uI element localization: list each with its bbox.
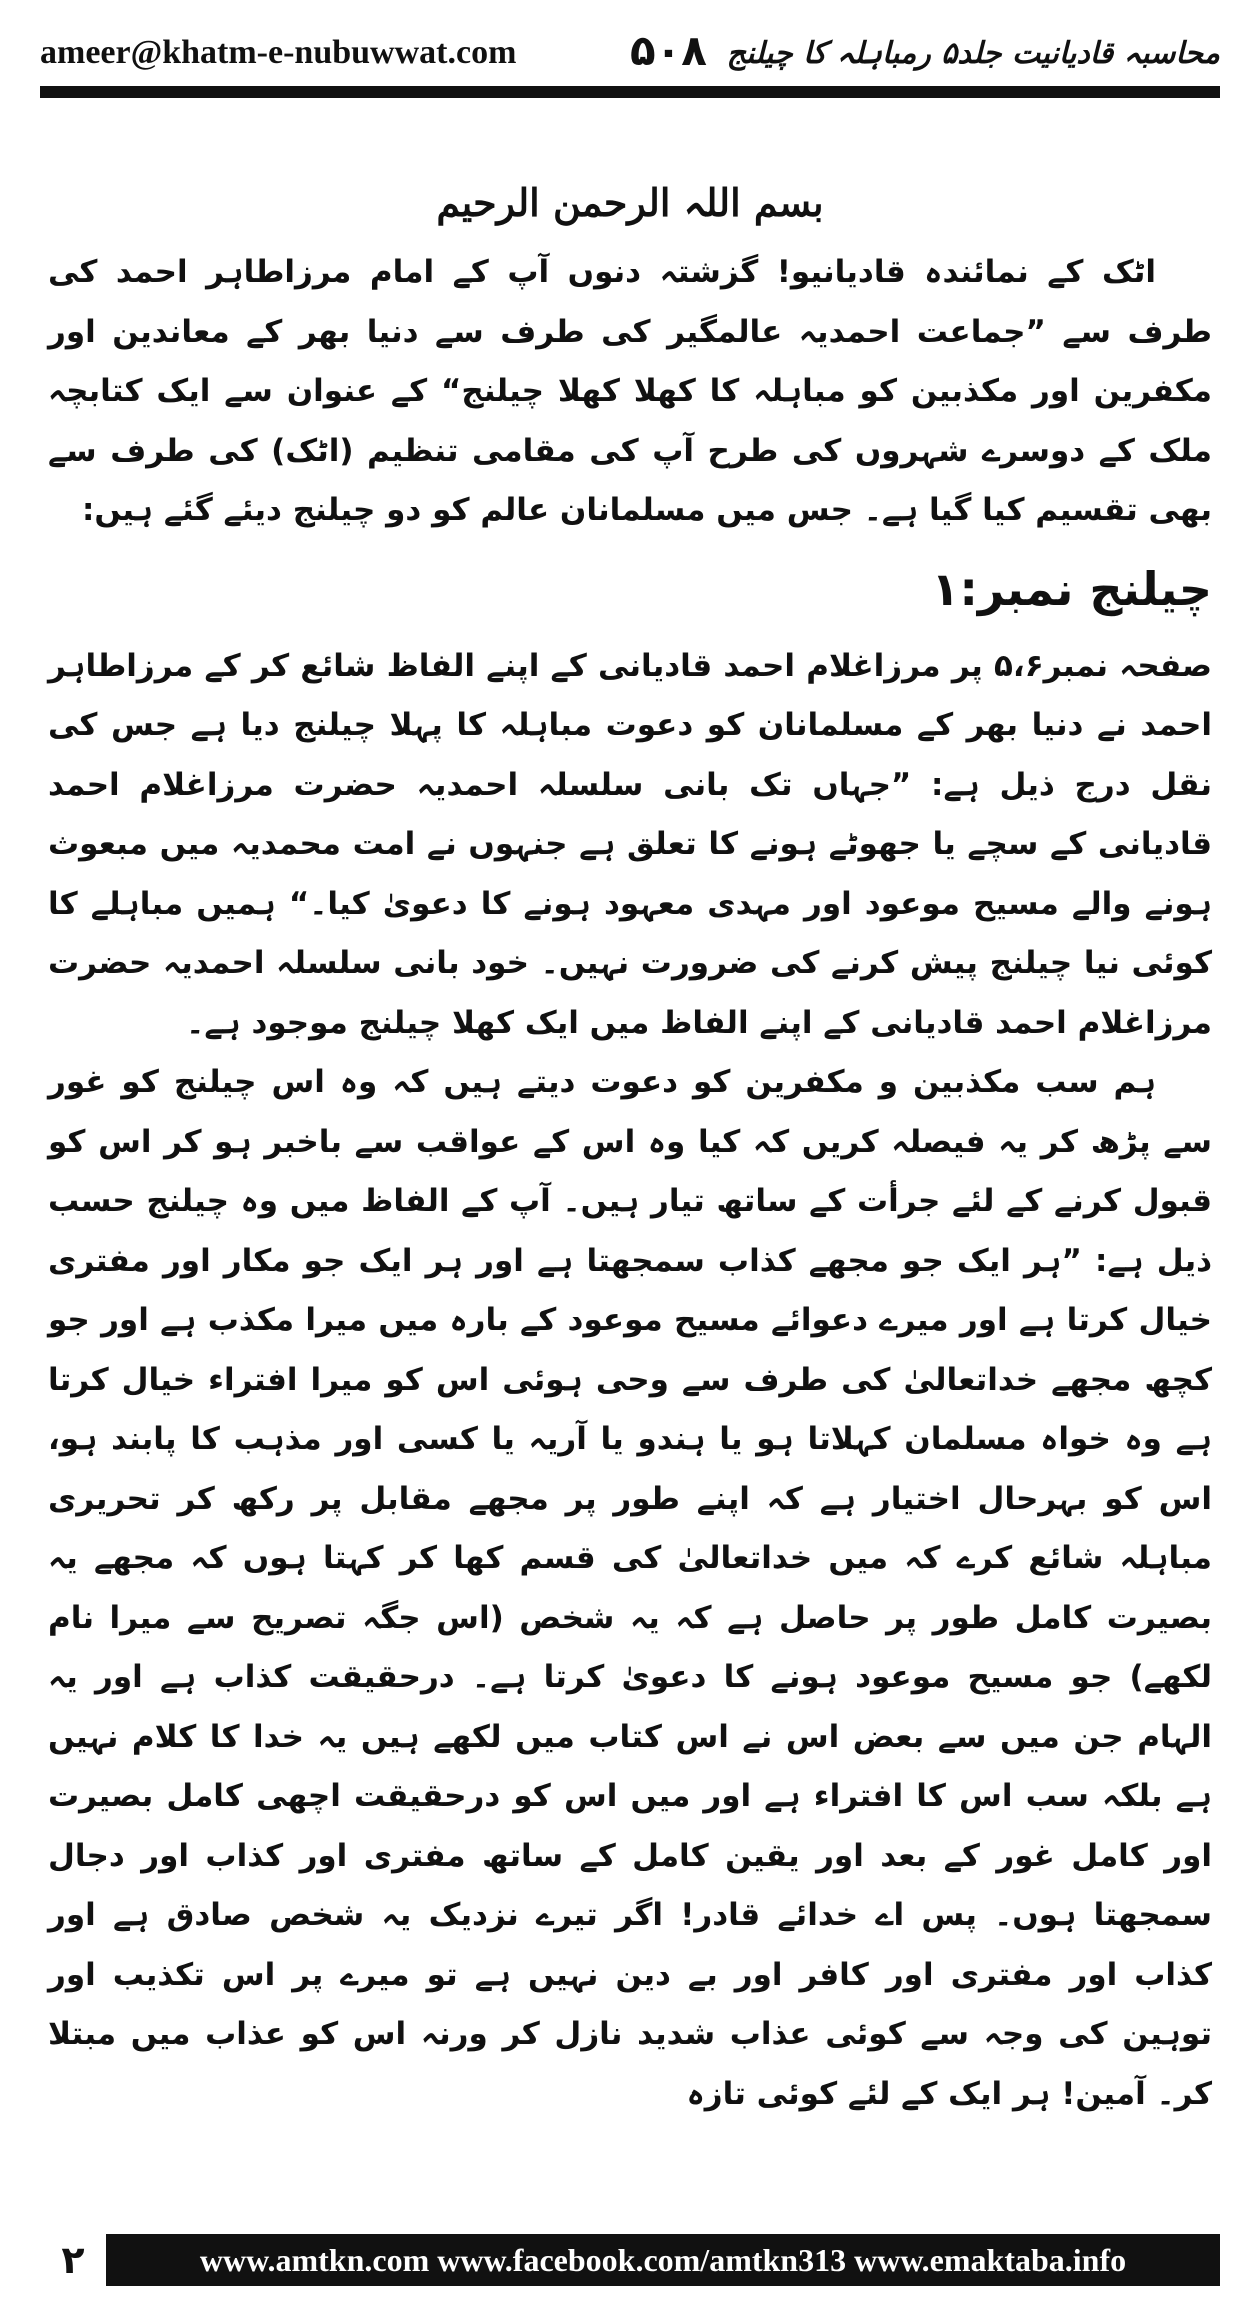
- header-rule: [40, 86, 1220, 98]
- footer-links: www.amtkn.com www.facebook.com/amtkn313 www.emaktaba.info: [199, 2241, 1127, 2278]
- footer-page-number: ۲: [40, 2234, 106, 2286]
- paragraph-quote: ہم سب مکذبین و مکفرین کو دعوت دیتے ہیں کہ وہ اس چیلنج کو غور سے پڑھ کر یہ فیصلہ کریں کہ کیا وہ اس کے عواقب سے باخبر ہو کر اس کو قبول کرنے کے لئے جرأت کے ساتھ تیار ہیں۔ آپ کے الفاظ میں وہ چیلنج حسب ذیل ہے: ”ہر ایک جو مجھے کذاب سمجھتا ہے اور ہر ایک جو مکار اور مفتری خیال کرتا ہے اور میرے دعوائے مسیح موعود کے بارہ میں میرا مکذب ہے اور جو کچھ مجھے خداتعالیٰ کی طرف سے وحی ہوئی اس کو میرا افتراء خیال کرتا ہے وہ خواہ مسلمان کہلاتا ہو یا ہندو یا آریہ یا کسی اور مذہب کا پابند ہو، اس کو بہرحال اختیار ہے کہ اپنے طور پر مجھے مقابل پر رکھ کر تحریری مباہلہ شائع کرے کہ میں خداتعالیٰ کی قسم کھا کر کہتا ہوں کہ مجھے یہ بصیرت کامل طور پر حاصل ہے کہ یہ شخص (اس جگہ تصریح سے میرا نام لکھے) جو مسیح موعود ہونے کا دعویٰ کرتا ہے۔ درحقیقت کذاب ہے اور یہ الہام جن میں سے بعض اس نے اس کتاب میں لکھے ہیں یہ خدا کا کلام نہیں ہے بلکہ سب اس کا افتراء ہے اور میں اس کو درحقیقت اچھی کامل بصیرت اور کامل غور کے بعد اور یقین کامل کے ساتھ مفتری اور کذاب اور دجال سمجھتا ہوں۔ پس اے خدائے قادر! اگر تیرے نزدیک یہ شخص صادق ہے اور کذاب اور مفتری اور کافر اور بے دین نہیں ہے تو میرے پر اس تکذیب اور توہین کی وجہ سے کوئی عذاب شدید نازل کر ورنہ اس کو عذاب میں مبتلا کر۔ آمین! ہر ایک کے لئے کوئی تازہ: [48, 1064, 1212, 2112]
- paragraph-intro: اٹک کے نمائندہ قادیانیو! گزشتہ دنوں آپ کے امام مرزاطاہر احمد کی طرف سے ”جماعت احمدیہ عالمگیر کی طرف سے دنیا بھر کے معاندین اور مکفرین اور مکذبین کو مباہلہ کا کھلا کھلا چیلنج“ کے عنوان سے ایک کتابچہ ملک کے دوسرے شہروں کی طرح آپ کی مقامی تنظیم (اٹک) کی طرف سے بھی تقسیم کیا گیا ہے۔ جس میں مسلمانان عالم کو دو چیلنج دیئے گئے ہیں:: [48, 254, 1212, 528]
- page-header: [40, 18, 1220, 88]
- header-email: ameer@khatm-e-nubuwwat.com: [40, 34, 517, 71]
- section-heading: چیلنج نمبر:۱: [931, 561, 1212, 616]
- header-page-number: ۵۰۸: [630, 26, 707, 75]
- bismillah: بسم اللہ الرحمن الرحیم: [436, 180, 824, 225]
- paragraph-challenge: صفحہ نمبر۵،۶ پر مرزاغلام احمد قادیانی کے اپنے الفاظ شائع کر کے مرزاطاہر احمد نے دنیا بھر کے مسلمانان کو دعوت مباہلہ کا پہلا چیلنج دیا ہے جس کی نقل درج ذیل ہے: ”جہاں تک بانی سلسلہ احمدیہ حضرت مرزاغلام احمد قادیانی کے سچے یا جھوٹے ہونے کا تعلق ہے جنہوں نے امت محمدیہ میں مبعوث ہونے والے مسیح موعود اور مہدی معہود ہونے کا دعویٰ کیا۔“ ہمیں مباہلے کا کوئی نیا چیلنج پیش کرنے کی ضرورت نہیں۔ خود بانی سلسلہ احمدیہ حضرت مرزاغلام احمد قادیانی کے اپنے الفاظ میں ایک کھلا چیلنج موجود ہے۔: [48, 647, 1212, 1041]
- page-footer: [40, 2234, 1220, 2286]
- header-title: محاسبہ قادیانیت جلد۵ رمباہلہ کا چیلنج: [726, 35, 1220, 71]
- document-body: [48, 180, 1212, 2124]
